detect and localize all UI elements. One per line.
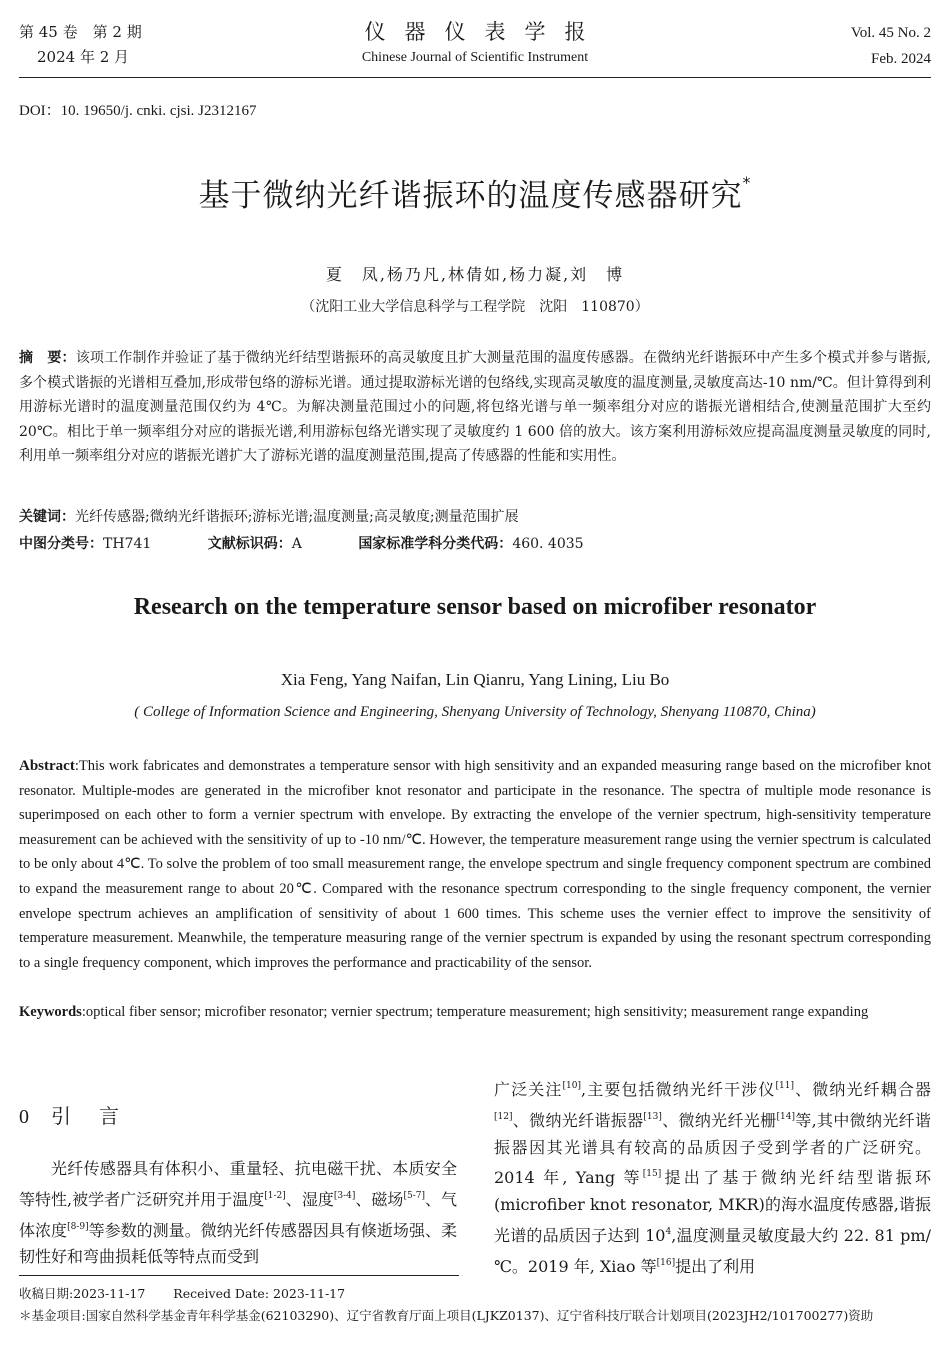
journal-name-cn: 仪器仪表学报 bbox=[364, 20, 605, 44]
citation-ref[interactable]: [10] bbox=[562, 1081, 581, 1091]
affiliation-en: ( College of Information Science and Engineering, Shenyang University of Technology, Shenyang 110870, China) bbox=[134, 704, 816, 720]
abstract-en bbox=[19, 754, 931, 975]
keywords-cn bbox=[19, 506, 931, 526]
paper-title-en: Research on the temperature sensor based on microfiber resonator bbox=[133, 594, 817, 620]
paper-title-cn bbox=[0, 170, 950, 215]
authors-en: Xia Feng, Yang Naifan, Lin Qianru, Yang Lining, Liu Bo bbox=[280, 670, 670, 689]
running-header-center bbox=[0, 16, 950, 66]
keywords-cn-label: 关键词： bbox=[19, 509, 75, 525]
footnote-rule bbox=[19, 1275, 459, 1276]
citation-ref[interactable]: [8-9] bbox=[67, 1221, 89, 1232]
citation-ref[interactable]: [3-4] bbox=[333, 1190, 356, 1201]
document-code: 文献标识码：A bbox=[207, 536, 302, 552]
affiliation-cn: （沈阳工业大学信息科学与工程学院 沈阳 110870） bbox=[301, 299, 649, 315]
exponent: 4 bbox=[665, 1226, 672, 1237]
doi: DOI：10. 19650/j. cnki. cjsi. J2312167 bbox=[19, 103, 257, 119]
section-number: 0 bbox=[19, 1106, 29, 1128]
issue-volume: 第 45 卷 第 2 期 bbox=[19, 23, 142, 41]
issue-date-cn: 2024 年 2 月 bbox=[37, 48, 130, 66]
abstract-cn bbox=[19, 346, 931, 469]
keywords-en-label: Keywords bbox=[19, 1004, 82, 1020]
authors-cn: 夏 凤,杨乃凡,林倩如,杨力凝,刘 博 bbox=[325, 265, 625, 284]
abstract-en-label: Abstract bbox=[19, 758, 75, 774]
issue-date-en: Feb. 2024 bbox=[871, 51, 931, 67]
abstract-cn-label: 摘 要： bbox=[19, 350, 76, 366]
abstract-cn-text: 该项工作制作并验证了基于微纳光纤结型谐振环的高灵敏度且扩大测量范围的温度传感器。在微纳光纤谐振环中产生多个模式并参与谐振,多个模式谐振的光谱相互叠加,形成带包络的游标光谱。通过提取游标光谱的包络线,实现高灵敏度的温度测量,灵敏度高达-10 nm/℃。但计算得到利用游标光谱时的温度测量范围仅约为 4℃。为解决测量范围过小的问题,将包络光谱与单一频率组分对应的谐振光谱相结合,使测量范围扩大至约 20℃。相比于单一频率组分对应的谐振光谱,利用游标包络光谱实现了灵敏度约 1 600 倍的放大。该方案利用游标效应提高温度测量灵敏度的同时,利用单一频率组分对应的谐振光谱扩大了游标光谱的温度测量范围,提高了传感器的性能和实用性。 bbox=[19, 350, 932, 464]
section-heading bbox=[19, 1100, 147, 1129]
citation-ref[interactable]: [11] bbox=[775, 1081, 795, 1091]
header-rule bbox=[19, 77, 931, 78]
section-title: 引言 bbox=[51, 1104, 147, 1128]
standard-subject-code: 国家标准学科分类代码：460. 4035 bbox=[358, 536, 584, 552]
keywords-cn-text: 光纤传感器;微纳光纤谐振环;游标光谱;温度测量;高灵敏度;测量范围扩展 bbox=[75, 509, 519, 525]
citation-ref[interactable]: [15] bbox=[642, 1169, 662, 1180]
intro-left-column: 光纤传感器具有体积小、重量轻、抗电磁干扰、本质安全等特性,被学者广泛研究并用于温度[1-2]、湿度[3-4]、磁场[5-7]、气体浓度[8-9]等参数的测量。微纳光纤传感器因具有倏逝场强、柔韧性好和弯曲损耗低等特点而受到 bbox=[19, 1159, 457, 1267]
clc-code: 中图分类号：TH741 bbox=[19, 536, 152, 552]
issue-volume-en: Vol. 45 No. 2 bbox=[850, 25, 931, 41]
keywords-en-text: :optical fiber sensor; microfiber resonator; vernier spectrum; temperature measurement; high sensitivity; measurement range expanding bbox=[81, 1004, 869, 1020]
running-header-right bbox=[851, 20, 931, 72]
citation-ref[interactable]: [12] bbox=[494, 1111, 513, 1122]
citation-ref[interactable]: [5-7] bbox=[403, 1190, 425, 1201]
abstract-en-text: :This work fabricates and demonstrates a temperature sensor with high sensitivity and an expanded measuring range based on the microfiber knot resonator. Multiple-modes are generated in the microfiber knot resonator and participate in the resonance. The spectra of multiple mode resonance is superimposed on each other to form a vernier spectrum with envelope. By extracting the envelope of the vernier spectrum, high-sensitivity temperature measurement can be achieved with the sensitivity of up to -10 nm/℃. However, the temperature measurement range using the vernier spectrum is calculated to be only about 4℃. To solve the problem of too small measurement range, the envelope spectrum and single frequency component spectrum are combined to expand the measurement range to about 20℃. Compared with the resonance spectrum corresponding to the single frequency component, the vernier envelope spectrum achieves an amplification of sensitivity of about 1 600 times. This scheme uses the vernier effect to improve the sensitivity of temperature measurement. Meanwhile, the temperature measuring range of the vernier spectrum is expanded by using the resonant spectrum corresponding to a single frequency component, which improves the performance and practicability of the sensor. bbox=[19, 758, 931, 971]
classification-row bbox=[19, 533, 584, 553]
received-date: 收稿日期:2023-11-17 Received Date: 2023-11-17 bbox=[19, 1286, 346, 1301]
citation-ref[interactable]: [13] bbox=[643, 1111, 662, 1122]
keywords-en bbox=[19, 1000, 931, 1025]
journal-name-en: Chinese Journal of Scientific Instrument bbox=[361, 50, 589, 65]
citation-ref[interactable]: [14] bbox=[776, 1111, 795, 1122]
title-cn-text: 基于微纳光纤谐振环的温度传感器研究 bbox=[198, 178, 743, 214]
title-footnote-mark: * bbox=[742, 173, 752, 192]
citation-ref[interactable]: [16] bbox=[656, 1257, 676, 1268]
funding-note: ＊基金项目:国家自然科学基金青年科学基金(62103290)、辽宁省教育厅面上项目(LJKZ0137)、辽宁省科技厅联合计划项目(2023JH2/101700277)资助 bbox=[19, 1308, 874, 1323]
citation-ref[interactable]: [1-2] bbox=[264, 1190, 286, 1201]
intro-right-column: 广泛关注[10],主要包括微纳光纤干涉仪[11]、微纳光纤耦合器[12]、微纳光纤谐振器[13]、微纳光纤光栅[14]等,其中微纳光纤谐振器因其光谱具有较高的品质因子受到学者的广泛研究。2014 年, Yang 等[15]提出了基于微纳光纤结型谐振环(microfiber knot resonator, MKR)的海水温度传感器,谐振光谱的品质因子达到 $10^4$,温度测量灵敏度最大约 22. 81 pm/℃。2019 年, Xiao 等[16]提出了利用 bbox=[494, 1080, 931, 1276]
